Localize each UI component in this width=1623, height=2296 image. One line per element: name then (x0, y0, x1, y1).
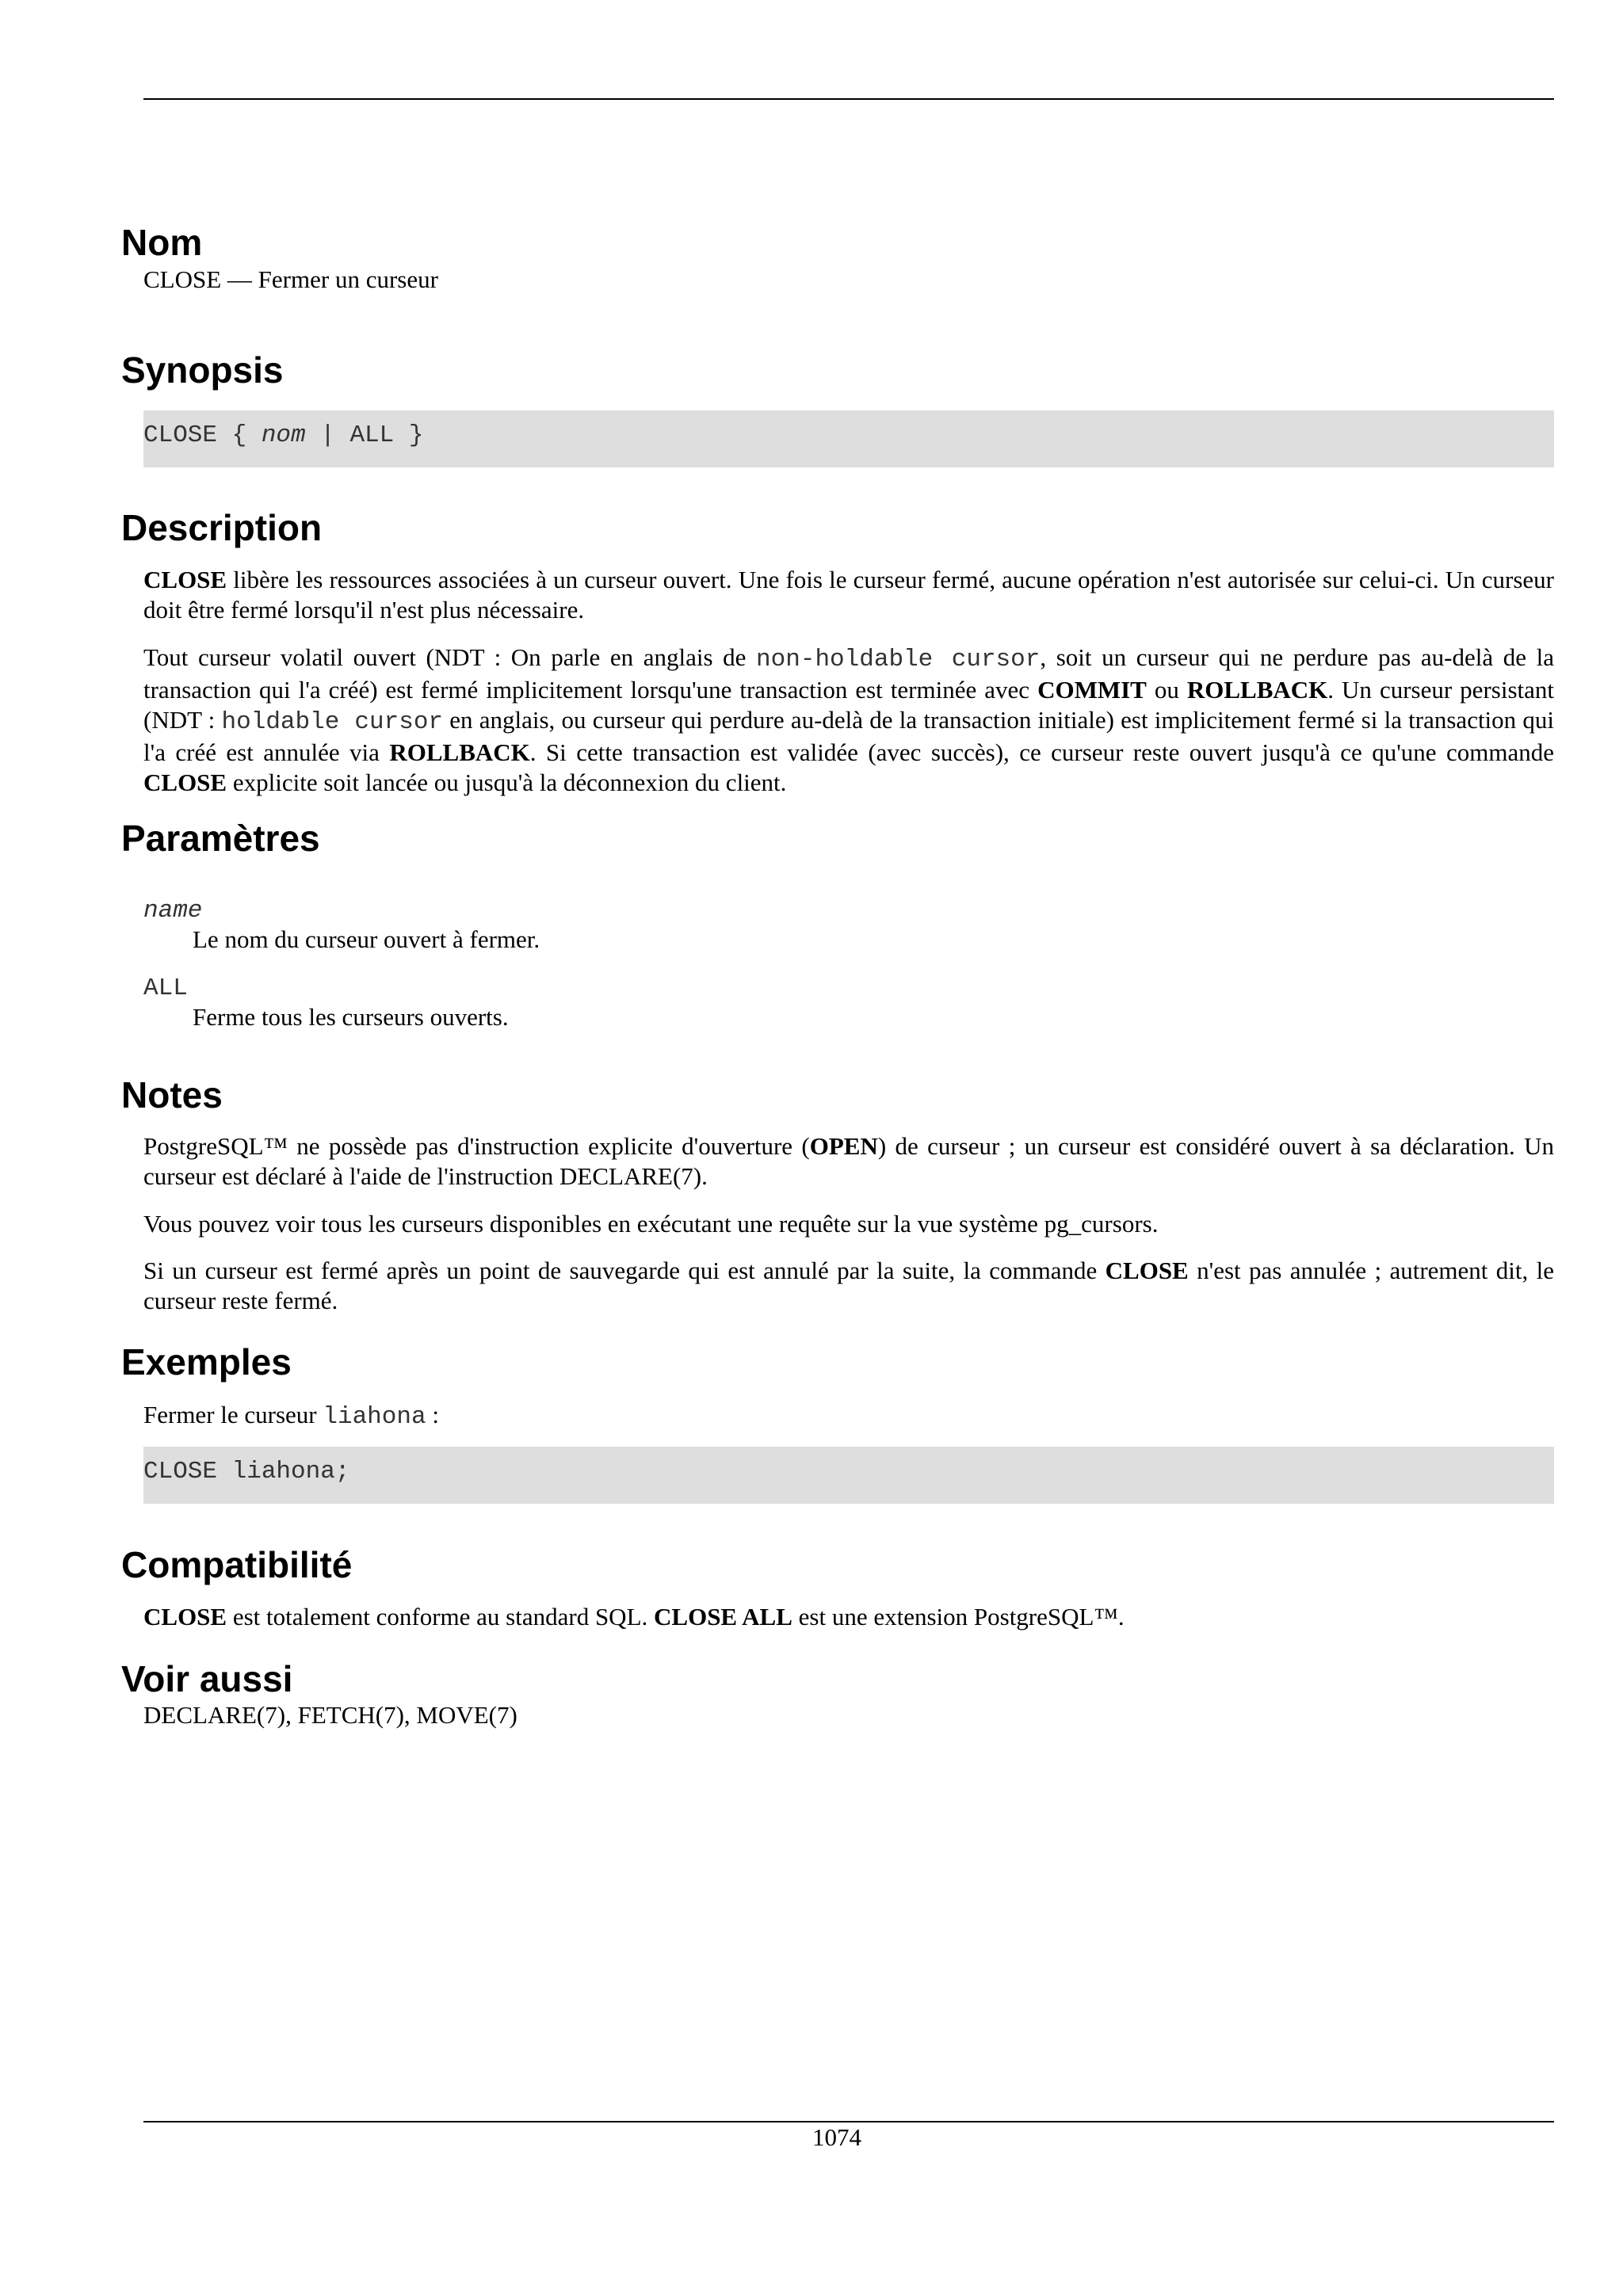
description-paragraph-2 (143, 643, 1554, 798)
notes-p3-bold: CLOSE (1105, 1257, 1189, 1284)
exemples-intro (143, 1400, 1554, 1432)
nom-text: CLOSE — Fermer un curseur (143, 265, 438, 293)
parameter-definition-name: Le nom du curseur ouvert à fermer. (193, 925, 540, 953)
heading-compatibilite: Compatibilité (121, 1544, 353, 1585)
description-p2-text-f: . Si cette transaction est validée (avec succès), ce curseur reste ouvert jusqu'à ce qu'une commande (529, 738, 1554, 766)
heading-voir-aussi: Voir aussi (121, 1658, 293, 1699)
notes-paragraph-3 (143, 1256, 1554, 1316)
description-p2-text-e: en anglais, ou curseur qui perdure au-delà de la transaction initiale) est implicitement fermé si la transaction qui l'a créé est annulée via (143, 706, 1554, 766)
description-p2-code-2: holdable cursor (221, 708, 444, 736)
description-paragraph-1 (143, 565, 1554, 625)
heading-nom: Nom (121, 222, 203, 263)
description-p2-bold-1: COMMIT (1037, 676, 1147, 704)
synopsis-code-block (143, 410, 1554, 467)
description-p2-text-g: explicite soit lancée ou jusqu'à la déconnexion du client. (227, 769, 787, 796)
description-p2-bold-2: ROLLBACK (1186, 676, 1328, 704)
heading-description: Description (121, 507, 323, 548)
parameter-definition-all: Ferme tous les curseurs ouverts. (193, 1003, 509, 1031)
notes-p1-bold: OPEN (809, 1132, 878, 1160)
exemples-intro-text-b: : (426, 1401, 439, 1428)
notes-paragraph-2: Vous pouvez voir tous les curseurs disponibles en exécutant une requête sur la vue système pg_cursors. (143, 1210, 1159, 1238)
synopsis-code-param: nom (261, 421, 306, 449)
exemples-intro-text-a: Fermer le curseur (143, 1401, 323, 1428)
compatibilite-bold-1: CLOSE (143, 1603, 227, 1630)
description-p2-text-b: , soit un curseur qui ne perdure pas au-delà de la transaction qui l'a créé) est fermé implicitement lorsqu'une transaction est terminée avec (143, 643, 1554, 704)
notes-p3-text-a: Si un curseur est fermé après un point de sauvegarde qui est annulé par la suite, la commande (143, 1257, 1106, 1284)
parameter-term-all: ALL (143, 974, 188, 1002)
page-number: 1074 (812, 2123, 861, 2151)
header-rule (143, 98, 1554, 100)
exemples-code-block: CLOSE liahona; (143, 1447, 1554, 1504)
notes-p1-text-a: PostgreSQL™ ne possède pas d'instruction explicite d'ouverture ( (143, 1132, 810, 1160)
compatibilite-text-1: est totalement conforme au standard SQL. (227, 1603, 655, 1630)
description-p2-bold-4: CLOSE (143, 769, 227, 796)
heading-notes: Notes (121, 1074, 223, 1116)
compatibilite-text-2: est une extension PostgreSQL™. (792, 1603, 1125, 1630)
synopsis-code-prefix: CLOSE { (143, 421, 262, 449)
notes-paragraph-1 (143, 1131, 1554, 1192)
heading-synopsis: Synopsis (121, 349, 284, 391)
description-p2-text-a: Tout curseur volatil ouvert (NDT : On parle en anglais de (143, 643, 757, 671)
notes-p1-text-b: ) de curseur ; un curseur est considéré ouvert à sa déclaration. Un curseur est déclaré à l'aide de l'instruction DECLARE(7). (143, 1132, 1554, 1190)
compatibilite-bold-2: CLOSE ALL (654, 1603, 792, 1630)
compatibilite-text (143, 1602, 1554, 1632)
description-p1-bold: CLOSE (143, 566, 227, 593)
description-p2-bold-3: ROLLBACK (389, 738, 530, 766)
parameter-term-name (143, 897, 202, 925)
heading-parametres: Paramètres (121, 818, 320, 859)
exemples-intro-code: liahona (323, 1403, 426, 1431)
description-p1-text: libère les ressources associées à un curseur ouvert. Une fois le curseur fermé, aucune opération n'est autorisée sur celui-ci. Un curseur doit être fermé lorsqu'il n'est plus nécessaire. (143, 566, 1554, 624)
description-p2-text-c: ou (1146, 676, 1187, 704)
heading-exemples: Exemples (121, 1341, 292, 1383)
voir-aussi-text: DECLARE(7), FETCH(7), MOVE(7) (143, 1701, 517, 1729)
footer-rule (143, 2121, 1554, 2122)
description-p2-text-d: . Un curseur persistant (NDT : (143, 676, 1554, 734)
parameter-term-name-text: name (143, 897, 203, 925)
description-p2-code-1: non-holdable cursor (756, 646, 1041, 673)
notes-p3-text-b: n'est pas annulée ; autrement dit, le curseur reste fermé. (143, 1257, 1554, 1314)
synopsis-code-suffix: | ALL } (305, 421, 424, 449)
